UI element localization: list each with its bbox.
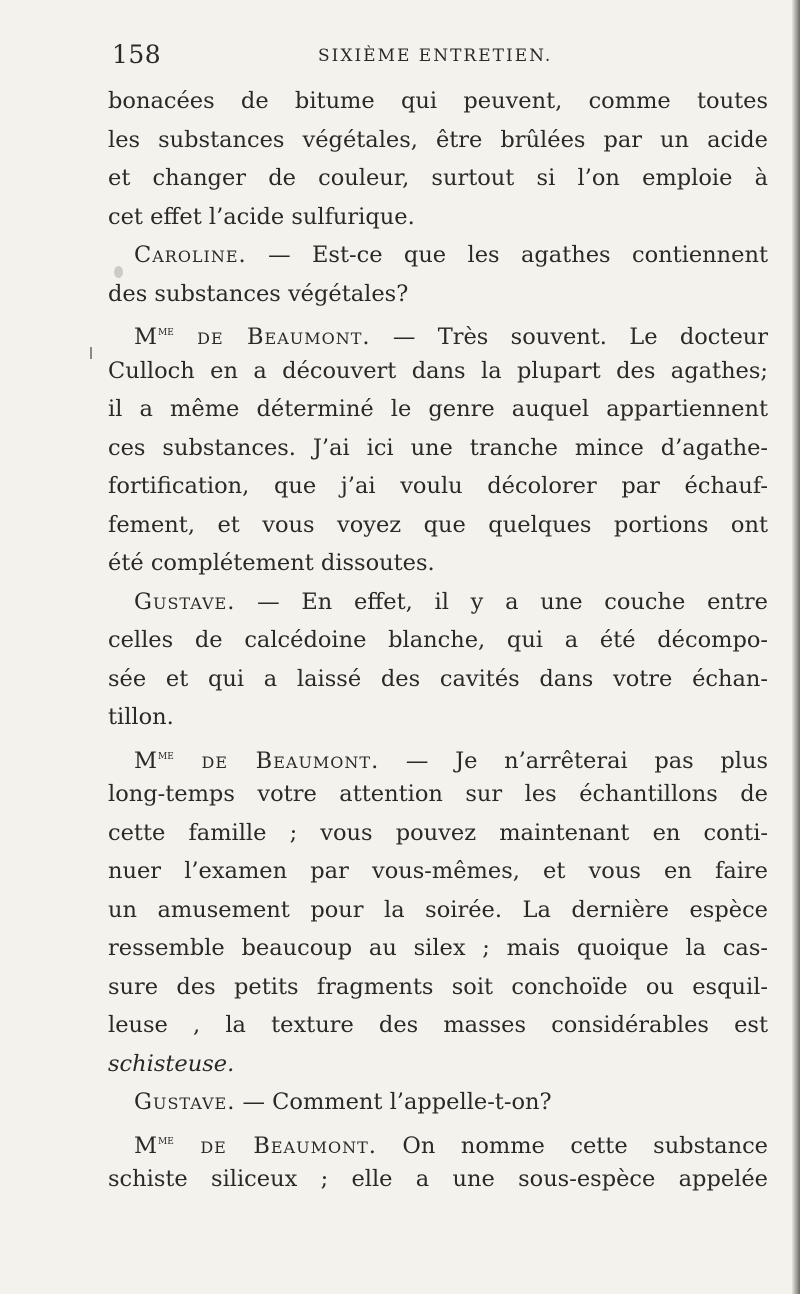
speaker-title: M [134, 1132, 159, 1159]
text-line: long-temps votre attention sur les échantillons de [108, 781, 768, 807]
speaker-name: Gustave. [134, 1089, 236, 1115]
speaker-name [134, 748, 379, 774]
speaker-surname: de Beaumont. [173, 324, 371, 350]
page-number: 158 [112, 40, 162, 69]
dialogue-text: — Très souvent. Le docteur [392, 324, 769, 350]
text-line: celles de calcédoine blanche, qui a été décompo- [108, 627, 768, 653]
speaker-name [134, 1133, 377, 1159]
speaker-surname: de Beaumont. [173, 1132, 377, 1159]
page-header [112, 40, 732, 80]
speaker-title-superscript: me [158, 324, 174, 339]
text-line: fortification, que j’ai voulu décolorer par échauf- [108, 473, 768, 499]
speaker-name: Gustave. [134, 588, 236, 615]
dialogue-text: — En effet, il y a une couche entre [257, 588, 768, 615]
text-line: un amusement pour la soirée. La dernière espèce [108, 896, 768, 923]
speaker-surname: de Beaumont. [173, 747, 380, 774]
dialogue-line [108, 1083, 768, 1122]
speaker-title: M [134, 324, 159, 350]
dialogue-line [108, 737, 768, 776]
text-line: ressemble beaucoup au silex ; mais quoique la cas- [108, 935, 768, 961]
text-line: Culloch en a découvert dans la plupart des agathes; [108, 357, 768, 384]
margin-mark [90, 347, 92, 359]
dialogue-text: — Je n’arrêterai pas plus [405, 747, 769, 774]
speaker-title-superscript: me [158, 747, 174, 763]
text-line: cette famille ; vous pouvez maintenant en conti- [108, 819, 768, 846]
page-edge [792, 0, 800, 1294]
text-line: ces substances. J’ai ici une tranche mince d’agathe- [108, 434, 768, 461]
text-line: leuse , la texture des masses considérables est [108, 1012, 768, 1038]
text-line: tillon. [108, 704, 174, 730]
speaker-name: Caroline. [134, 242, 247, 268]
dialogue-text: — Comment l’appelle-t-on? [242, 1089, 552, 1115]
text-line: il a même déterminé le genre auquel appartiennent [108, 396, 768, 422]
text-line: nuer l’examen par vous-mêmes, et vous en faire [108, 858, 768, 884]
dialogue-text: — Est-ce que les agathes contiennent [268, 242, 768, 268]
speaker-title: M [134, 747, 159, 774]
text-line: schisteuse. [108, 1050, 235, 1077]
text-line: cet effet l’acide sulfurique. [108, 203, 415, 230]
text-block [108, 82, 768, 1199]
dialogue-line [108, 1122, 768, 1161]
speaker-name [134, 324, 371, 350]
text-line: sure des petits fragments soit conchoïde ou esquil- [108, 973, 768, 1000]
text-line: des substances végétales? [108, 280, 409, 307]
text-line: fement, et vous voyez que quelques portions ont [108, 511, 768, 538]
text-line: les substances végétales, être brûlées par un acide [108, 126, 768, 153]
speaker-title-superscript: me [158, 1132, 174, 1148]
text-line: schiste siliceux ; elle a une sous-espèce appelée [108, 1166, 768, 1192]
text-line: été complétement dissoutes. [108, 550, 435, 576]
dialogue-line [108, 583, 768, 622]
text-line: et changer de couleur, surtout si l’on emploie à [108, 165, 768, 191]
dialogue-text: On nomme cette substance [402, 1132, 768, 1159]
text-line: sée et qui a laissé des cavités dans votre échan- [108, 665, 768, 692]
running-head: SIXIÈME ENTRETIEN. [318, 46, 553, 66]
dialogue-line [108, 236, 768, 275]
dialogue-line [108, 313, 768, 352]
text-line: bonacées de bitume qui peuvent, comme toutes [108, 88, 768, 114]
